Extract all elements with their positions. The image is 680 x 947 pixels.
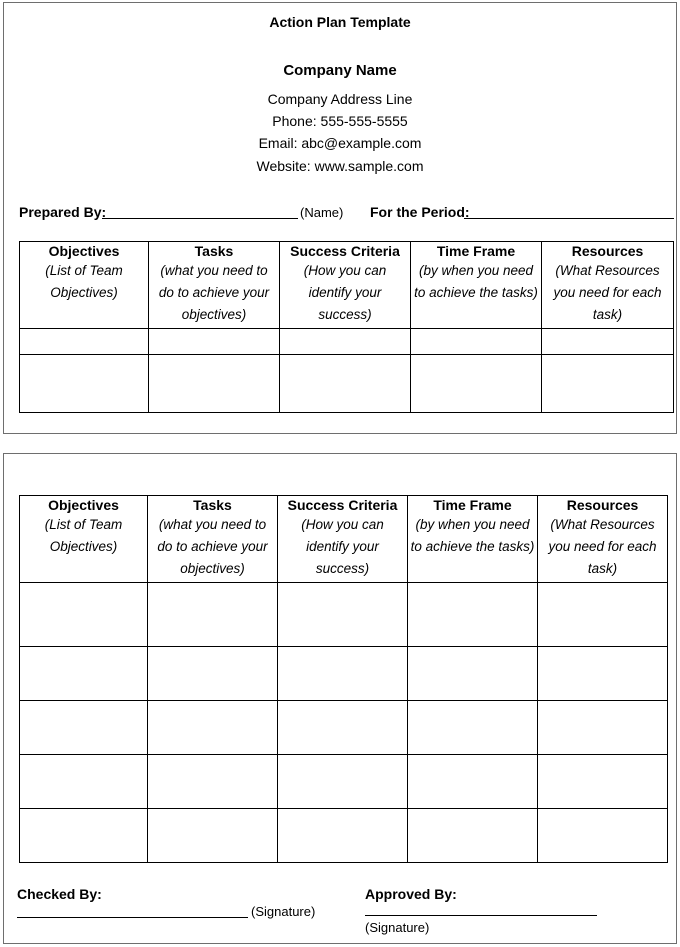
- table-cell[interactable]: [278, 809, 408, 863]
- table-cell[interactable]: [148, 755, 278, 809]
- period-line[interactable]: [464, 218, 674, 219]
- column-description: (How you can identify your success): [301, 517, 384, 576]
- table-cell[interactable]: [278, 647, 408, 701]
- column-title: Tasks: [194, 243, 234, 259]
- approved-by-label: Approved By:: [365, 886, 457, 902]
- column-title: Time Frame: [433, 497, 512, 513]
- table-cell[interactable]: [148, 583, 278, 647]
- company-phone: Phone: 555-555-5555: [272, 113, 408, 129]
- table-cell[interactable]: [148, 701, 278, 755]
- company-email: Email: abc@example.com: [258, 135, 422, 151]
- table-cell[interactable]: [20, 701, 148, 755]
- company-website: Website: www.sample.com: [256, 158, 424, 174]
- table-cell[interactable]: [408, 755, 538, 809]
- table-cell[interactable]: [408, 809, 538, 863]
- column-header-tasks: [148, 496, 278, 583]
- company-address: Company Address Line: [267, 91, 413, 107]
- table-cell[interactable]: [20, 809, 148, 863]
- column-header-resources: [538, 496, 668, 583]
- table-cell[interactable]: [538, 701, 668, 755]
- column-header-objectives: [20, 242, 149, 329]
- approved-by-line[interactable]: [365, 915, 597, 916]
- column-title: Time Frame: [436, 243, 516, 259]
- approved-by-note: (Signature): [365, 920, 430, 935]
- table-cell[interactable]: [538, 755, 668, 809]
- table-row: [20, 647, 668, 701]
- column-description: (what you need to do to achieve your objectives): [158, 263, 270, 322]
- table-cell[interactable]: [538, 809, 668, 863]
- checked-by-line[interactable]: [17, 917, 248, 918]
- table-cell[interactable]: [278, 755, 408, 809]
- table-cell[interactable]: [278, 701, 408, 755]
- table-cell[interactable]: [411, 329, 542, 355]
- table-cell[interactable]: [20, 355, 149, 413]
- table-cell[interactable]: [149, 329, 280, 355]
- column-header-objectives: [20, 496, 148, 583]
- table-cell[interactable]: [538, 583, 668, 647]
- table-row: [20, 701, 668, 755]
- column-header-resources: [542, 242, 674, 329]
- period-label: For the Period:: [370, 204, 470, 220]
- table-cell[interactable]: [20, 583, 148, 647]
- table-row: [20, 583, 668, 647]
- table-header-row: [20, 242, 674, 329]
- column-header-success-criteria: [280, 242, 411, 329]
- company-name: Company Name: [283, 62, 397, 79]
- document-title: Action Plan Template: [269, 14, 411, 30]
- table-cell[interactable]: [20, 755, 148, 809]
- column-title: Success Criteria: [287, 497, 398, 513]
- table-cell[interactable]: [149, 355, 280, 413]
- column-description: (by when you need to achieve the tasks): [414, 263, 538, 300]
- table-row: [20, 755, 668, 809]
- table-cell[interactable]: [148, 647, 278, 701]
- column-description: (What Resources you need for each task): [548, 517, 657, 576]
- table-cell[interactable]: [542, 329, 674, 355]
- column-title: Resources: [566, 497, 639, 513]
- column-title: Resources: [571, 243, 644, 259]
- table-row: [20, 809, 668, 863]
- table-row: [20, 355, 674, 413]
- prepared-by-line[interactable]: [102, 218, 298, 219]
- checked-by-note: (Signature): [251, 904, 316, 919]
- table-cell[interactable]: [280, 355, 411, 413]
- table-cell[interactable]: [20, 329, 149, 355]
- column-title: Success Criteria: [290, 243, 400, 259]
- column-description: (what you need to do to achieve your objectives): [157, 517, 268, 576]
- action-plan-table-1: [19, 241, 674, 413]
- column-description: (What Resources you need for each task): [553, 263, 662, 322]
- prepared-by-note: (Name): [300, 205, 344, 220]
- column-header-success-criteria: [278, 496, 408, 583]
- table-header-row: [20, 496, 668, 583]
- column-header-time-frame: [408, 496, 538, 583]
- column-title: Objectives: [48, 497, 119, 513]
- table-cell[interactable]: [280, 329, 411, 355]
- table-cell[interactable]: [278, 583, 408, 647]
- table-cell[interactable]: [408, 647, 538, 701]
- table-cell[interactable]: [148, 809, 278, 863]
- action-plan-table-2: [19, 495, 668, 863]
- column-description: (by when you need to achieve the tasks): [410, 517, 535, 554]
- column-header-tasks: [149, 242, 280, 329]
- table-cell[interactable]: [20, 647, 148, 701]
- page-2: [3, 453, 677, 944]
- prepared-by-label: Prepared By:: [19, 204, 107, 220]
- column-description: (How you can identify your success): [303, 263, 387, 322]
- column-title: Tasks: [193, 497, 232, 513]
- table-cell[interactable]: [408, 583, 538, 647]
- table-cell[interactable]: [408, 701, 538, 755]
- page-1: [3, 2, 677, 434]
- column-title: Objectives: [48, 243, 120, 259]
- checked-by-label: Checked By:: [17, 886, 102, 902]
- column-description: (List of Team Objectives): [45, 263, 123, 300]
- table-cell[interactable]: [538, 647, 668, 701]
- table-row: [20, 329, 674, 355]
- table-cell[interactable]: [411, 355, 542, 413]
- column-description: (List of Team Objectives): [44, 517, 123, 554]
- table-cell[interactable]: [542, 355, 674, 413]
- column-header-time-frame: [411, 242, 542, 329]
